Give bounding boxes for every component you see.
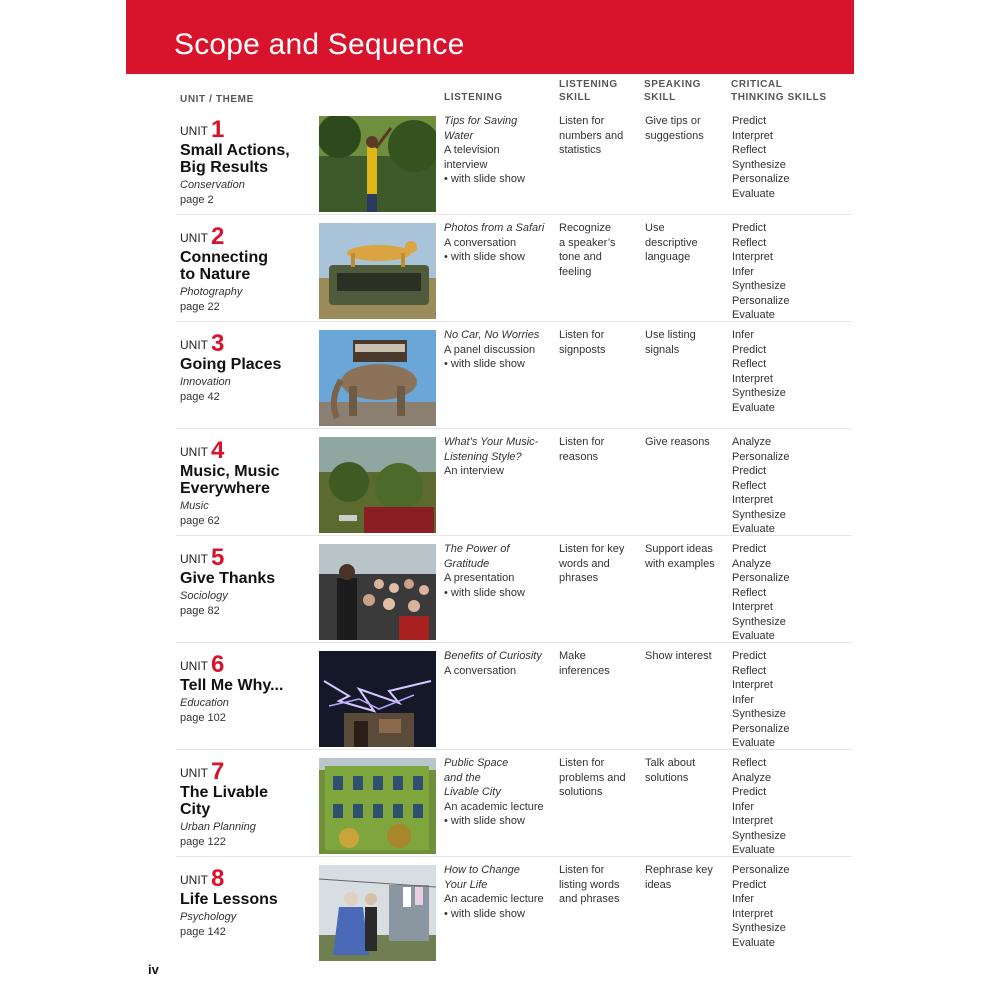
listening-skill-cell-line: Make [559,650,586,662]
critical-thinking-cell-line: Synthesize [732,508,786,521]
listening-skill-cell-line: Listen for [559,757,605,769]
speaking-skill-cell-line: language [645,251,691,263]
listening-skill-cell-line: listing words [559,878,620,891]
speaking-skill-cell [645,542,715,571]
listening-desc-line: interview [444,158,488,171]
unit-page-ref: page 142 [180,926,226,938]
critical-thinking-cell-line: Reflect [732,479,767,492]
critical-thinking-cell [732,221,789,323]
unit-title [180,249,314,283]
critical-thinking-cell-line: Interpret [732,129,773,142]
listening-skill-cell [559,114,623,158]
unit-title-line: Tell Me Why... [180,677,284,694]
unit-row-3 [176,326,852,429]
speaking-skill-cell-line: Give tips or [645,115,701,127]
unit-title-line: Big Results [180,159,269,176]
speaking-skill-cell-line: Show interest [645,650,712,662]
listening-skill-cell-line: Listen for [559,329,605,341]
critical-thinking-cell-line: Predict [732,543,767,555]
listening-title-line: Benefits of Curiosity [444,650,542,662]
title-banner [126,0,854,74]
listening-cell [444,328,539,372]
unit-title-line: The Livable [180,784,269,801]
listening-title-line: Listening Style? [444,450,522,463]
listening-desc-line: • with slide show [444,586,525,599]
header-line: SPEAKING [644,79,702,90]
unit-theme: Education [180,697,229,709]
critical-thinking-cell-line: Evaluate [732,187,775,200]
unit-label [180,651,224,679]
critical-thinking-cell-line: Evaluate [732,936,775,949]
critical-thinking-cell-line: Personalize [732,722,790,735]
unit-number: 5 [211,544,225,571]
listening-skill-cell [559,649,610,678]
critical-thinking-cell-line: Reflect [732,586,767,599]
critical-thinking-cell-line: Predict [732,650,767,662]
listening-desc-line: A conversation [444,664,517,677]
unit-word: UNIT [180,873,208,887]
speaking-skill-cell-line: descriptive [645,236,698,249]
unit-row-7 [176,754,852,857]
listening-title-line: Tips for Saving [444,115,518,127]
unit-theme: Sociology [180,590,228,602]
speaking-skill-cell-line: Talk about [645,757,696,769]
critical-thinking-cell [732,114,789,201]
listening-title-line: Public Space [444,757,509,769]
speaking-skill-cell [645,863,713,892]
listening-title-line: Photos from a Safari [444,222,545,234]
critical-thinking-cell-line: Personalize [732,864,790,876]
speaking-skill-cell-line: signals [645,343,680,356]
critical-thinking-cell [732,328,786,415]
header-line: LISTENING [559,79,618,90]
unit-photo [319,544,436,640]
unit-title-line: Connecting [180,249,268,266]
unit-photo [319,116,436,212]
unit-word: UNIT [180,552,208,566]
listening-skill-cell-line: feeling [559,265,592,278]
unit-word: UNIT [180,766,208,780]
listening-desc-line: An academic lecture [444,800,544,813]
unit-title [180,463,314,497]
critical-thinking-cell-line: Synthesize [732,615,786,628]
listening-skill-cell [559,863,620,907]
listening-desc-line: • with slide show [444,251,525,263]
critical-thinking-cell-line: Synthesize [732,708,786,720]
listening-skill-cell-line: phrases [559,572,599,584]
listening-skill-cell [559,221,615,279]
unit-page-ref: page 62 [180,515,220,527]
critical-thinking-cell-line: Evaluate [732,401,775,414]
listening-title-line: The Power of [444,543,510,555]
unit-title-line: Everywhere [180,480,270,497]
unit-photo [319,330,436,426]
critical-thinking-cell-line: Interpret [732,601,773,613]
unit-page-ref: page 102 [180,712,226,724]
row-divider [176,642,852,643]
speaking-skill-cell-line: Use listing [645,329,696,341]
unit-number: 1 [211,116,225,143]
header-line: THINKING SKILLS [731,92,827,103]
row-divider [176,749,852,750]
unit-number: 6 [211,651,225,678]
speaking-skill-cell-line: suggestions [645,129,704,142]
unit-row-8 [176,861,852,964]
listening-cell [444,649,542,678]
critical-thinking-cell [732,435,789,537]
listening-skill-cell-line: reasons [559,450,599,463]
listening-skill-cell-line: a speaker’s [559,236,616,249]
unit-theme: Music [180,500,209,512]
unit-title [180,891,314,908]
critical-thinking-cell-line: Predict [732,343,767,356]
listening-skill-cell-line: statistics [559,144,602,156]
unit-photo [319,223,436,319]
header-critical-thinking [731,78,827,104]
speaking-skill-cell [645,221,698,265]
critical-thinking-cell-line: Interpret [732,251,773,263]
unit-row-4 [176,433,852,536]
listening-desc-line: • with slide show [444,358,525,370]
critical-thinking-cell-line: Infer [732,693,755,706]
page-title: Scope and Sequence [174,28,465,61]
header-listening: LISTENING [444,92,503,103]
critical-thinking-cell-line: Infer [732,265,755,278]
critical-thinking-cell-line: Infer [732,893,755,905]
listening-skill-cell [559,756,626,800]
listening-title-line: Water [444,129,474,142]
header-line: SKILL [644,92,676,103]
document-page [126,0,854,1000]
critical-thinking-cell-line: Reflect [732,358,767,370]
unit-row-6 [176,647,852,750]
listening-cell [444,435,538,479]
critical-thinking-cell-line: Interpret [732,815,773,827]
unit-title-line: to Nature [180,266,251,283]
speaking-skill-cell-line: Support ideas [645,543,713,555]
row-divider [176,214,852,215]
speaking-skill-cell [645,114,704,143]
critical-thinking-cell-line: Personalize [732,294,790,307]
critical-thinking-cell-line: Analyze [732,557,772,570]
critical-thinking-cell-line: Interpret [732,907,773,920]
critical-thinking-cell-line: Synthesize [732,387,786,399]
listening-cell [444,756,544,829]
listening-cell [444,114,525,187]
speaking-skill-cell [645,756,695,785]
page-number: iv [148,962,159,977]
listening-title-line: Gratitude [444,557,490,570]
unit-word: UNIT [180,124,208,138]
unit-word: UNIT [180,338,208,352]
listening-title-line: How to Change [444,864,520,876]
critical-thinking-cell-line: Evaluate [732,523,775,535]
listening-desc-line: An interview [444,465,504,477]
critical-thinking-cell-line: Predict [732,222,767,234]
listening-title-line: and the [444,771,481,784]
unit-label [180,330,224,358]
critical-thinking-cell [732,542,789,644]
critical-thinking-cell-line: Reflect [732,664,767,677]
unit-title-line: Give Thanks [180,570,276,587]
speaking-skill-cell [645,435,710,450]
listening-skill-cell [559,435,604,464]
speaking-skill-cell-line: Give reasons [645,436,710,448]
critical-thinking-cell-line: Personalize [732,572,790,584]
critical-thinking-cell [732,649,789,751]
unit-page-ref: page 2 [180,194,214,206]
row-divider [176,428,852,429]
unit-page-ref: page 42 [180,391,220,403]
listening-desc-line: • with slide show [444,815,525,827]
unit-theme: Photography [180,286,243,298]
unit-row-2 [176,219,852,322]
unit-theme: Innovation [180,376,231,388]
speaking-skill-cell [645,328,696,357]
critical-thinking-cell-line: Synthesize [732,922,786,934]
listening-skill-cell-line: Listen for [559,115,605,127]
listening-skill-cell-line: Listen for key [559,543,625,555]
listening-skill-cell-line: inferences [559,664,610,677]
critical-thinking-cell-line: Predict [732,115,767,127]
critical-thinking-cell-line: Personalize [732,173,790,185]
critical-thinking-cell [732,863,789,950]
speaking-skill-cell-line: solutions [645,771,689,784]
critical-thinking-cell-line: Predict [732,465,767,477]
critical-thinking-cell-line: Synthesize [732,829,786,842]
listening-desc-line: • with slide show [444,173,525,185]
speaking-skill-cell [645,649,712,664]
listening-cell [444,221,544,265]
header-speaking-skill [644,78,701,104]
critical-thinking-cell-line: Interpret [732,494,773,506]
listening-desc-line: A panel discussion [444,343,536,356]
unit-word: UNIT [180,445,208,459]
listening-skill-cell-line: words and [559,557,610,570]
critical-thinking-cell-line: Analyze [732,771,772,784]
listening-desc-line: A presentation [444,572,515,584]
critical-thinking-cell-line: Reflect [732,757,767,769]
unit-title-line: City [180,801,211,818]
unit-label [180,437,224,465]
listening-skill-cell-line: problems and [559,771,626,784]
listening-desc-line: A television [444,144,500,156]
unit-title [180,784,314,818]
listening-skill-cell-line: tone and [559,251,602,263]
unit-label [180,116,224,144]
unit-theme: Psychology [180,911,237,923]
listening-cell [444,542,525,600]
listening-skill-cell-line: Recognize [559,222,611,234]
listening-title-line: Livable City [444,786,501,798]
listening-cell [444,863,544,921]
unit-title-line: Small Actions, [180,142,290,159]
header-line: CRITICAL [731,79,783,90]
unit-photo [319,651,436,747]
listening-skill-cell-line: solutions [559,786,603,798]
unit-number: 8 [211,865,225,892]
listening-skill-cell [559,328,605,357]
unit-title [180,677,314,694]
unit-label [180,865,224,893]
speaking-skill-cell-line: Rephrase key [645,864,713,876]
critical-thinking-cell-line: Infer [732,800,755,813]
critical-thinking-cell-line: Infer [732,329,755,341]
critical-thinking-cell-line: Predict [732,786,767,798]
listening-skill-cell [559,542,624,586]
critical-thinking-cell-line: Synthesize [732,158,786,171]
header-listening-skill [559,78,618,104]
unit-photo [319,437,436,533]
unit-word: UNIT [180,231,208,245]
header-unit-theme: UNIT / THEME [180,94,254,105]
unit-label [180,758,224,786]
critical-thinking-cell-line: Evaluate [732,737,775,749]
listening-skill-cell-line: signposts [559,343,606,356]
unit-photo [319,758,436,854]
speaking-skill-cell-line: with examples [645,557,715,570]
unit-number: 7 [211,758,225,785]
critical-thinking-cell-line: Interpret [732,679,773,691]
listening-skill-cell-line: numbers and [559,129,624,142]
listening-title-line: Your Life [444,878,488,891]
unit-number: 2 [211,223,225,250]
listening-desc-line: An academic lecture [444,893,544,905]
unit-theme: Urban Planning [180,821,256,833]
critical-thinking-cell-line: Evaluate [732,844,775,856]
critical-thinking-cell-line: Analyze [732,436,772,448]
listening-desc-line: • with slide show [444,907,525,920]
speaking-skill-cell-line: Use [645,222,665,234]
critical-thinking-cell-line: Reflect [732,236,767,249]
listening-skill-cell-line: Listen for [559,436,605,448]
unit-label [180,544,224,572]
unit-page-ref: page 22 [180,301,220,313]
listening-skill-cell-line: and phrases [559,893,620,905]
unit-photo [319,865,436,961]
unit-number: 4 [211,437,225,464]
critical-thinking-cell-line: Interpret [732,372,773,385]
listening-desc-line: A conversation [444,236,517,249]
critical-thinking-cell-line: Evaluate [732,630,775,642]
listening-skill-cell-line: Listen for [559,864,605,876]
header-line: SKILL [559,92,591,103]
critical-thinking-cell [732,756,786,858]
unit-theme: Conservation [180,179,245,191]
row-divider [176,535,852,536]
listening-title-line: What’s Your Music- [444,436,539,448]
critical-thinking-cell-line: Evaluate [732,309,775,321]
unit-title [180,570,314,587]
unit-label [180,223,224,251]
speaking-skill-cell-line: ideas [645,878,672,891]
unit-title [180,142,314,176]
row-divider [176,321,852,322]
unit-word: UNIT [180,659,208,673]
row-divider [176,856,852,857]
critical-thinking-cell-line: Predict [732,878,767,891]
unit-page-ref: page 82 [180,605,220,617]
critical-thinking-cell-line: Personalize [732,450,790,463]
unit-number: 3 [211,330,225,357]
unit-title-line: Going Places [180,356,282,373]
unit-row-1 [176,112,852,215]
critical-thinking-cell-line: Reflect [732,144,767,156]
unit-title-line: Life Lessons [180,891,278,908]
unit-row-5 [176,540,852,643]
unit-title-line: Music, Music [180,463,280,480]
unit-title [180,356,314,373]
listening-title-line: No Car, No Worries [444,329,540,341]
unit-page-ref: page 122 [180,836,226,848]
critical-thinking-cell-line: Synthesize [732,280,786,292]
